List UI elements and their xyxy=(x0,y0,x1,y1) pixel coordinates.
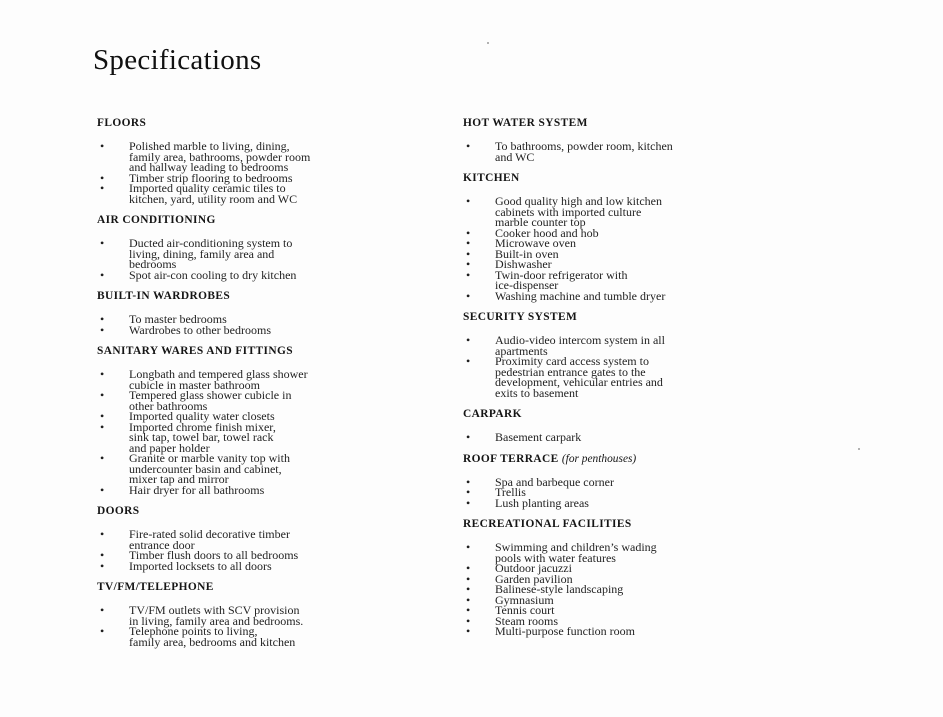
section-heading-text: ROOF TERRACE xyxy=(463,452,559,465)
section-hot-water-system xyxy=(463,117,798,172)
list-item: • Steam rooms xyxy=(463,616,798,627)
list-item: • Basement carpark xyxy=(463,432,798,443)
section-heading-text: FLOORS xyxy=(97,117,147,129)
section-heading xyxy=(463,518,798,531)
list-item: • Telephone points to living, family area, bedrooms and kitchen xyxy=(97,626,432,647)
bullet-list xyxy=(97,529,432,571)
section-heading-text: CARPARK xyxy=(463,408,522,420)
list-item: • Outdoor jacuzzi xyxy=(463,563,798,574)
section-heading xyxy=(463,311,798,324)
list-item: • Imported locksets to all doors xyxy=(97,561,432,572)
bullet-list xyxy=(97,141,432,204)
bullet-list xyxy=(97,605,432,647)
list-item: • Tennis court xyxy=(463,605,798,616)
list-item: • Good quality high and low kitchen cabinets with imported culture marble counter top xyxy=(463,196,798,228)
list-item: • Dishwasher xyxy=(463,259,798,270)
list-item: • Swimming and children’s wading pools with water features xyxy=(463,542,798,563)
list-item: • Washing machine and tumble dryer xyxy=(463,291,798,302)
bullet-list xyxy=(463,432,798,443)
section-heading xyxy=(463,117,798,130)
section-heading-text: HOT WATER SYSTEM xyxy=(463,117,588,129)
section-doors xyxy=(97,505,432,581)
list-item: • Timber strip flooring to bedrooms xyxy=(97,173,432,184)
section-heading xyxy=(97,581,432,594)
section-built-in-wardrobes xyxy=(97,290,432,345)
bullet-list xyxy=(463,335,798,398)
section-security-system xyxy=(463,311,798,408)
page-title: Specifications xyxy=(93,44,262,76)
list-item: • Granite or marble vanity top with undercounter basin and cabinet, mixer tap and mirror xyxy=(97,453,432,485)
section-heading-text: TV/FM/TELEPHONE xyxy=(97,581,214,593)
list-item: • Imported quality water closets xyxy=(97,411,432,422)
section-heading xyxy=(463,453,798,466)
bullet-list xyxy=(463,141,798,162)
section-heading-text: KITCHEN xyxy=(463,172,520,184)
list-item: • To master bedrooms xyxy=(97,314,432,325)
list-item: • Twin-door refrigerator with ice-dispenser xyxy=(463,270,798,291)
section-heading xyxy=(463,408,798,421)
section-roof-terrace xyxy=(463,453,798,519)
bullet-list xyxy=(463,542,798,637)
left-column xyxy=(97,117,432,647)
list-item: • Spa and barbeque corner xyxy=(463,477,798,488)
section-floors xyxy=(97,117,432,214)
list-item: • Imported quality ceramic tiles to kitchen, yard, utility room and WC xyxy=(97,183,432,204)
list-item: • Timber flush doors to all bedrooms xyxy=(97,550,432,561)
list-item: • Balinese-style landscaping xyxy=(463,584,798,595)
section-heading xyxy=(97,290,432,303)
list-item: • Spot air-con cooling to dry kitchen xyxy=(97,270,432,281)
scan-speck xyxy=(858,448,860,450)
section-recreational-facilities xyxy=(463,518,798,637)
list-item: • Imported chrome finish mixer, sink tap, towel bar, towel rack and paper holder xyxy=(97,422,432,454)
list-item: • Wardrobes to other bedrooms xyxy=(97,325,432,336)
list-item: • Trellis xyxy=(463,487,798,498)
list-item: • To bathrooms, powder room, kitchen and WC xyxy=(463,141,798,162)
section-heading xyxy=(463,172,798,185)
right-column xyxy=(463,117,798,637)
bullet-list xyxy=(97,238,432,280)
list-item: • Ducted air-conditioning system to living, dining, family area and bedrooms xyxy=(97,238,432,270)
section-tv-fm-telephone xyxy=(97,581,432,647)
section-sanitary-wares-and-fittings xyxy=(97,345,432,505)
scan-speck xyxy=(487,42,489,44)
list-item: • Tempered glass shower cubicle in other bathrooms xyxy=(97,390,432,411)
list-item: • Hair dryer for all bathrooms xyxy=(97,485,432,496)
section-heading-text: BUILT-IN WARDROBES xyxy=(97,290,231,302)
section-kitchen xyxy=(463,172,798,311)
section-heading xyxy=(97,117,432,130)
bullet-list xyxy=(463,474,798,510)
list-item: • TV/FM outlets with SCV provision in living, family area and bedrooms. xyxy=(97,605,432,626)
list-item: • Polished marble to living, dining, family area, bathrooms, powder room and hallway leading to bedrooms xyxy=(97,141,432,173)
list-item: • Multi-purpose function room xyxy=(463,626,798,637)
list-item: • Lush planting areas xyxy=(463,498,798,509)
section-heading xyxy=(97,505,432,518)
section-heading-text: AIR CONDITIONING xyxy=(97,214,216,226)
list-item: • Microwave oven xyxy=(463,238,798,249)
list-item: • Garden pavilion xyxy=(463,574,798,585)
list-item: • Cooker hood and hob xyxy=(463,228,798,239)
list-item: • Longbath and tempered glass shower cubicle in master bathroom xyxy=(97,369,432,390)
section-heading-text: SANITARY WARES AND FITTINGS xyxy=(97,345,293,357)
section-heading-text: DOORS xyxy=(97,505,140,517)
bullet-list xyxy=(463,196,798,301)
bullet-list xyxy=(97,369,432,495)
list-item: • Proximity card access system to pedestrian entrance gates to the development, vehicular entries and exits to basement xyxy=(463,356,798,398)
list-item: • Gymnasium xyxy=(463,595,798,606)
section-heading-note: (for penthouses) xyxy=(561,452,637,465)
section-heading xyxy=(97,214,432,227)
list-item: • Fire-rated solid decorative timber entrance door xyxy=(97,529,432,550)
section-heading xyxy=(97,345,432,358)
section-heading-text: SECURITY SYSTEM xyxy=(463,311,578,323)
section-heading-text: RECREATIONAL FACILITIES xyxy=(463,518,632,530)
section-air-conditioning xyxy=(97,214,432,290)
list-item: • Built-in oven xyxy=(463,249,798,260)
list-item: • Audio-video intercom system in all apartments xyxy=(463,335,798,356)
bullet-list xyxy=(97,314,432,335)
section-carpark xyxy=(463,408,798,453)
